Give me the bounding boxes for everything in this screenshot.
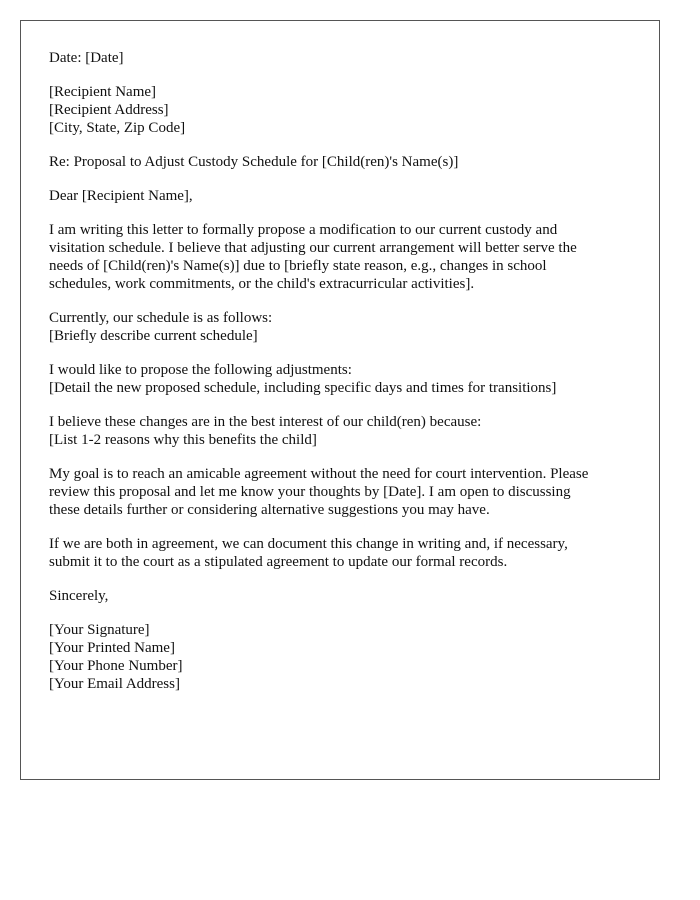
goal-line: review this proposal and let me know your thoughts by [Date]. I am open to discussing bbox=[49, 484, 571, 500]
date-text: Date: [Date] bbox=[49, 50, 124, 66]
email-address: [Your Email Address] bbox=[49, 676, 180, 692]
salutation-text: Dear [Recipient Name], bbox=[49, 188, 193, 204]
intro-paragraph bbox=[49, 221, 639, 293]
goal-line: My goal is to reach an amicable agreement without the need for court intervention. Please bbox=[49, 466, 589, 482]
salutation bbox=[49, 187, 639, 205]
recipient-city-state-zip: [City, State, Zip Code] bbox=[49, 120, 186, 136]
closing bbox=[49, 587, 639, 605]
adjustments-lead: I would like to propose the following adjustments: bbox=[49, 362, 352, 378]
agreement-line: If we are both in agreement, we can document this change in writing and, if necessary, bbox=[49, 536, 568, 552]
closing-text: Sincerely, bbox=[49, 588, 109, 604]
agreement-line: submit it to the court as a stipulated agreement to update our formal records. bbox=[49, 554, 508, 570]
subject-line bbox=[49, 153, 639, 171]
date-line bbox=[49, 49, 639, 67]
goal-paragraph bbox=[49, 465, 639, 519]
adjustments-paragraph bbox=[49, 361, 639, 397]
recipient-address: [Recipient Address] bbox=[49, 102, 169, 118]
benefits-paragraph bbox=[49, 413, 639, 449]
current-schedule-paragraph bbox=[49, 309, 639, 345]
intro-line: visitation schedule. I believe that adjusting our current arrangement will better serve the bbox=[49, 240, 577, 256]
adjustments-placeholder: [Detail the new proposed schedule, including specific days and times for transitions] bbox=[49, 380, 557, 396]
signature-placeholder: [Your Signature] bbox=[49, 622, 150, 638]
agreement-paragraph bbox=[49, 535, 639, 571]
recipient-name: [Recipient Name] bbox=[49, 84, 157, 100]
subject-text: Re: Proposal to Adjust Custody Schedule for [Child(ren)'s Name(s)] bbox=[49, 154, 459, 170]
recipient-block bbox=[49, 83, 639, 137]
intro-line: I am writing this letter to formally propose a modification to our current custody and bbox=[49, 222, 558, 238]
intro-line: schedules, work commitments, or the child's extracurricular activities]. bbox=[49, 276, 475, 292]
printed-name: [Your Printed Name] bbox=[49, 640, 175, 656]
benefits-lead: I believe these changes are in the best interest of our child(ren) because: bbox=[49, 414, 482, 430]
signature-block bbox=[49, 621, 639, 693]
current-schedule-lead: Currently, our schedule is as follows: bbox=[49, 310, 273, 326]
benefits-placeholder: [List 1-2 reasons why this benefits the child] bbox=[49, 432, 317, 448]
current-schedule-placeholder: [Briefly describe current schedule] bbox=[49, 328, 258, 344]
phone-number: [Your Phone Number] bbox=[49, 658, 183, 674]
intro-line: needs of [Child(ren)'s Name(s)] due to [briefly state reason, e.g., changes in school bbox=[49, 258, 547, 274]
goal-line: these details further or considering alternative suggestions you may have. bbox=[49, 502, 490, 518]
letter-frame bbox=[20, 20, 660, 780]
letter-body bbox=[49, 49, 639, 709]
